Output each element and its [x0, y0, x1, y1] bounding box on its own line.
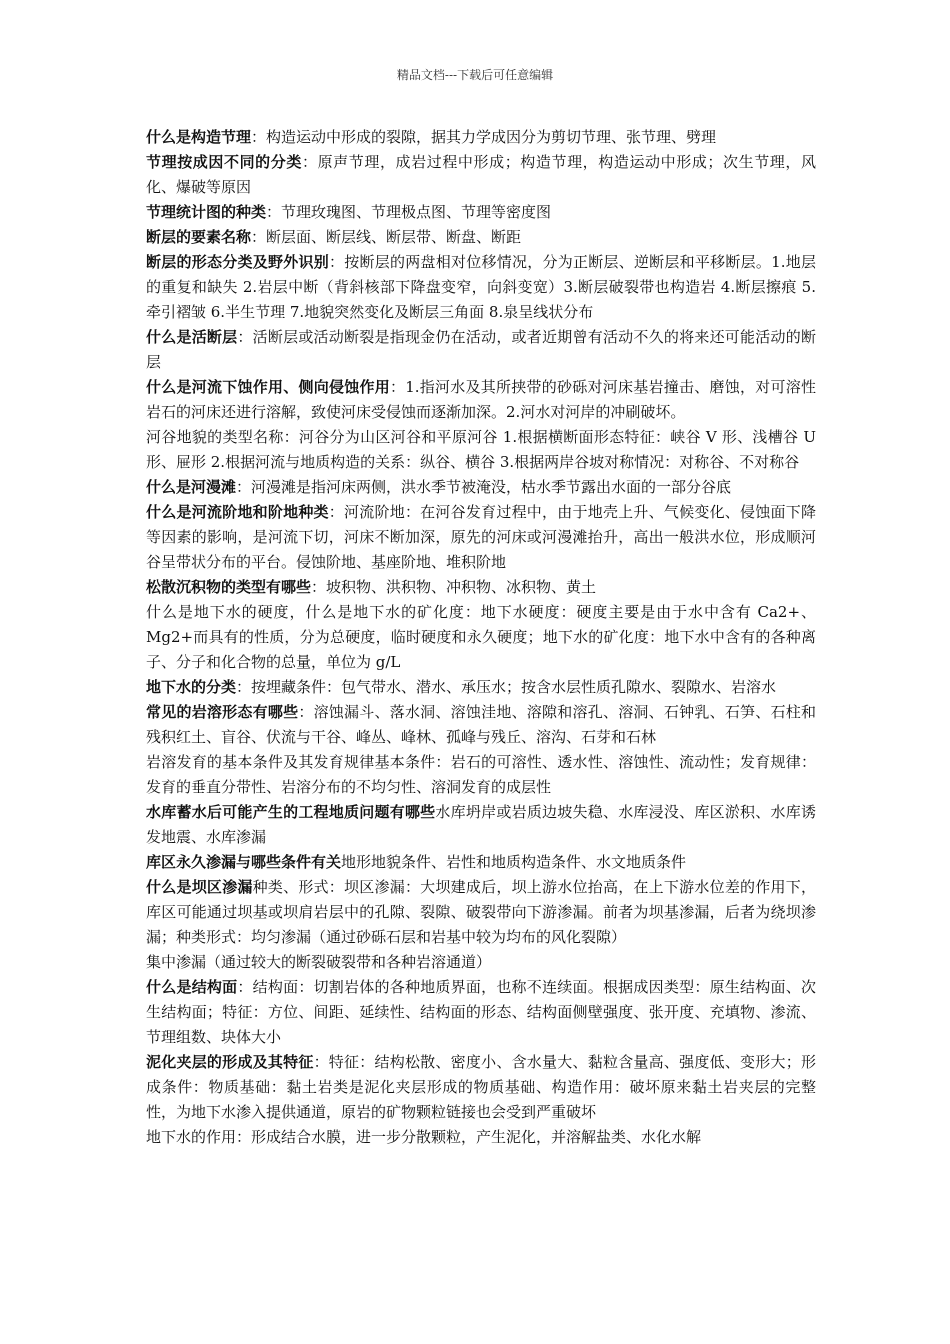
paragraph — [146, 975, 816, 1050]
paragraph-term: 什么是构造节理 — [146, 128, 252, 146]
paragraph-text: 结构面：切割岩体的各种地质界面，也称不连续面。根据成因类型：原生结构面、次生结构面；特征：方位、间距、延续性、结构面的形态、结构面侧壁强度、张开度、充填物、渗流、节理组数、块体大小 — [146, 978, 816, 1046]
paragraph-term: 松散沉积物的类型有哪些 — [146, 578, 312, 596]
paragraph — [146, 500, 816, 575]
paragraph — [146, 375, 816, 425]
paragraph-separator: ： — [389, 378, 406, 396]
paragraph — [146, 425, 816, 475]
paragraph-separator: ： — [313, 1053, 329, 1071]
paragraph-term: 库区永久渗漏与哪些条件有关 — [146, 853, 342, 871]
paragraph — [146, 600, 816, 675]
paragraph-separator: ： — [298, 703, 314, 721]
paragraph-term: 什么是结构面 — [146, 978, 238, 996]
paragraph — [146, 875, 816, 950]
paragraph — [146, 700, 816, 750]
paragraph-term: 水库蓄水后可能产生的工程地质问题有哪些 — [146, 803, 436, 821]
paragraph — [146, 325, 816, 375]
paragraph-text: 地下水的作用：形成结合水膜，进一步分散颗粒，产生泥化，并溶解盐类、水化水解 — [146, 1128, 702, 1146]
paragraph-separator: ： — [237, 328, 253, 346]
paragraph-separator: ： — [311, 578, 327, 596]
paragraph-term: 什么是活断层 — [146, 328, 238, 346]
paragraph-separator: ： — [236, 478, 252, 496]
paragraph-text: 节理玫瑰图、节理极点图、节理等密度图 — [281, 203, 552, 221]
paragraph-separator: ： — [301, 153, 318, 171]
paragraph-separator: ： — [328, 503, 345, 521]
paragraph — [146, 675, 816, 700]
paragraph-text: 什么是地下水的硬度，什么是地下水的矿化度：地下水硬度：硬度主要是由于水中含有 Ca2+、Mg2+而具有的性质，分为总硬度，临时硬度和永久硬度；地下水的矿化度：地下水中含有的各种离子、分子和化合物的总量，单位为 g/L — [146, 603, 816, 671]
paragraph-text: 河谷地貌的类型名称：河谷分为山区河谷和平原河谷 1.根据横断面形态特征：峡谷 V 形、浅槽谷 U 形、屉形 2.根据河流与地质构造的关系：纵谷、横谷 3.根据两岸谷坡对称情况：对称谷、不对称谷 — [146, 428, 816, 471]
paragraph-separator: ： — [328, 253, 345, 271]
paragraph-term: 断层的形态分类及野外识别 — [146, 253, 329, 271]
paragraph — [146, 475, 816, 500]
paragraph-term: 常见的岩溶形态有哪些 — [146, 703, 299, 721]
paragraph — [146, 125, 816, 150]
paragraph-text: 1.指河水及其所挟带的砂砾对河床基岩撞击、磨蚀，对可溶性岩石的河床还进行溶解，致使河床受侵蚀而逐渐加深。2.河水对河岸的冲刷破坏。 — [146, 378, 816, 421]
paragraph-term: 节理按成因不同的分类 — [146, 153, 302, 171]
paragraph-text: 水库坍岸或岩质边坡失稳、水库浸没、库区淤积、水库诱发地震、水库渗漏 — [146, 803, 816, 846]
paragraph — [146, 200, 816, 225]
paragraph-term: 什么是河流下蚀作用、侧向侵蚀作用 — [146, 378, 390, 396]
paragraph — [146, 1050, 816, 1125]
paragraph — [146, 800, 816, 850]
paragraph-term: 什么是河漫滩 — [146, 478, 237, 496]
paragraph-text: 构造运动中形成的裂隙，据其力学成因分为剪切节理、张节理、劈理 — [266, 128, 717, 146]
paragraph — [146, 150, 816, 200]
paragraph-text: 特征：结构松散、密度小、含水量大、黏粒含量高、强度低、变形大；形成条件：物质基础：黏土岩类是泥化夹层形成的物质基础、构造作用：破坏原来黏土岩夹层的完整性，为地下水渗入提供通道，原岩的矿物颗粒链接也会受到严重破坏 — [146, 1053, 816, 1121]
paragraph-text: 坡积物、洪积物、冲积物、冰积物、黄土 — [326, 578, 597, 596]
page-header: 精品文档---下载后可任意编辑 — [396, 68, 554, 82]
paragraph-text: 河漫滩是指河床两侧，洪水季节被淹没，枯水季节露出水面的一部分谷底 — [251, 478, 732, 496]
paragraph — [146, 850, 816, 875]
paragraph-text: 原声节理，成岩过程中形成；构造节理，构造运动中形成；次生节理，风化、爆破等原因 — [146, 153, 816, 196]
paragraph-text: 溶蚀漏斗、落水洞、溶蚀洼地、溶隙和溶孔、溶洞、石钟乳、石笋、石柱和残积红土、盲谷、伏流与干谷、峰丛、峰林、孤峰与残丘、溶沟、石芽和石林 — [146, 703, 816, 746]
document-body — [146, 125, 816, 1150]
paragraph — [146, 575, 816, 600]
paragraph — [146, 250, 816, 325]
paragraph-term: 节理统计图的种类 — [146, 203, 267, 221]
paragraph-separator: ： — [251, 228, 267, 246]
paragraph — [146, 950, 816, 975]
paragraph-text: 按埋藏条件：包气带水、潜水、承压水；按含水层性质孔隙水、裂隙水、岩溶水 — [251, 678, 777, 696]
paragraph-term: 什么是坝区渗漏 — [146, 878, 253, 896]
paragraph-text: 按断层的两盘相对位移情况，分为正断层、逆断层和平移断层。1.地层的重复和缺失 2.岩层中断（背斜核部下降盘变窄，向斜变宽）3.断层破裂带也构造岩 4.断层擦痕 5.牵引褶皱 6.半生节理 7.地貌突然变化及断层三角面 8.泉呈线状分布 — [146, 253, 816, 321]
paragraph-term: 断层的要素名称 — [146, 228, 252, 246]
paragraph-term: 地下水的分类 — [146, 678, 237, 696]
paragraph-text: 河流阶地：在河谷发育过程中，由于地壳上升、气候变化、侵蚀面下降等因素的影响，是河流下切，河床不断加深，原先的河床或河漫滩抬升，高出一般洪水位，形成顺河谷呈带状分布的平台。侵蚀阶地、基座阶地、堆积阶地 — [146, 503, 816, 571]
paragraph — [146, 750, 816, 800]
paragraph-separator: ： — [237, 978, 253, 996]
paragraph-separator: ： — [266, 203, 282, 221]
paragraph-text: 岩溶发育的基本条件及其发育规律基本条件：岩石的可溶性、透水性、溶蚀性、流动性；发育规律：发育的垂直分带性、岩溶分布的不均匀性、溶洞发育的成层性 — [146, 753, 816, 796]
paragraph-text: 断层面、断层线、断层带、断盘、断距 — [266, 228, 522, 246]
paragraph-separator: ： — [251, 128, 267, 146]
paragraph-text: 种类、形式：坝区渗漏：大坝建成后，坝上游水位抬高，在上下游水位差的作用下，库区可能通过坝基或坝肩岩层中的孔隙、裂隙、破裂带向下游渗漏。前者为坝基渗漏，后者为绕坝渗漏；种类形式：均匀渗漏（通过砂砾石层和岩基中较为均布的风化裂隙） — [146, 878, 816, 946]
paragraph-separator: ： — [236, 678, 252, 696]
paragraph-term: 什么是河流阶地和阶地种类 — [146, 503, 329, 521]
paragraph-text: 集中渗漏（通过较大的断裂破裂带和各种岩溶通道） — [146, 953, 492, 971]
paragraph-term: 泥化夹层的形成及其特征 — [146, 1053, 314, 1071]
paragraph-text: 活断层或活动断裂是指现金仍在活动，或者近期曾有活动不久的将来还可能活动的断层 — [146, 328, 816, 371]
paragraph — [146, 225, 816, 250]
paragraph-text: 地形地貌条件、岩性和地质构造条件、水文地质条件 — [341, 853, 687, 871]
paragraph — [146, 1125, 816, 1150]
